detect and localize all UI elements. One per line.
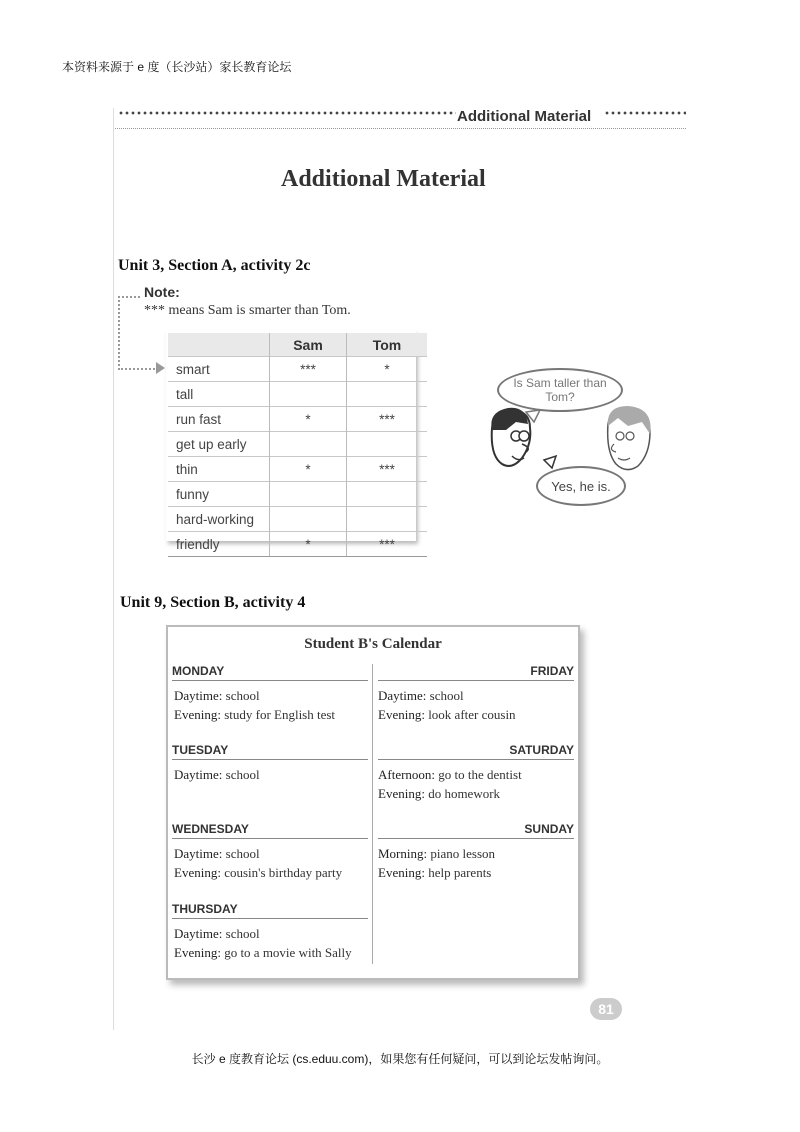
page-title: Additional Material — [281, 166, 486, 192]
column-header-sam: Sam — [270, 333, 347, 357]
sam-cell: * — [270, 407, 347, 432]
speech-bubble-answer: Yes, he is. — [536, 466, 626, 506]
entry-label: Daytime: — [174, 846, 223, 861]
trait-cell: smart — [168, 357, 270, 382]
tom-cell — [347, 507, 428, 532]
comparison-table — [168, 333, 427, 557]
calendar-title: Student B's Calendar — [304, 636, 442, 652]
entry-label: Evening: — [378, 707, 425, 722]
entry-label: Morning: — [378, 846, 428, 861]
tom-cell: *** — [347, 457, 428, 482]
table-header-row — [168, 333, 427, 357]
monday-entry-2 — [174, 705, 370, 724]
trait-cell: friendly — [168, 532, 270, 557]
wednesday-entry-2 — [174, 863, 370, 882]
sunday-entry-2 — [378, 863, 578, 882]
table-row — [168, 482, 427, 507]
trait-cell: hard-working — [168, 507, 270, 532]
entry-value: school — [426, 688, 464, 703]
boy-head-right-icon — [608, 406, 651, 470]
trait-cell: get up early — [168, 432, 270, 457]
entry-value: school — [222, 688, 260, 703]
entry-label: Evening: — [378, 865, 425, 880]
bubble-tail-answer-icon — [544, 456, 556, 468]
boy-head-icon — [491, 408, 530, 466]
tom-cell — [347, 432, 428, 457]
table-row — [168, 407, 427, 432]
wednesday-entry-1 — [174, 844, 370, 863]
sam-cell: * — [270, 532, 347, 557]
table-row — [168, 457, 427, 482]
entry-label: Daytime: — [174, 767, 223, 782]
entry-value: go to a movie with Sally — [220, 945, 352, 960]
thursday-entry-2 — [174, 943, 370, 962]
entry-value: piano lesson — [427, 846, 496, 861]
tom-cell: *** — [347, 532, 428, 557]
table-row — [168, 507, 427, 532]
column-header — [168, 333, 270, 357]
day-sunday: SUNDAY — [378, 822, 574, 839]
entry-value: school — [222, 767, 260, 782]
entry-value: help parents — [424, 865, 492, 880]
tom-cell — [347, 482, 428, 507]
calendar-divider — [372, 664, 373, 964]
entry-label: Evening: — [174, 865, 221, 880]
header-dots-right — [604, 110, 686, 120]
sam-cell: * — [270, 457, 347, 482]
entry-label: Evening: — [174, 945, 221, 960]
entry-value: cousin's birthday party — [220, 865, 343, 880]
day-monday: MONDAY — [172, 664, 368, 681]
note-connector-vertical — [118, 296, 120, 370]
bottom-source-note: 长沙 e 度教育论坛 (cs.eduu.com)，如果您有任何疑问，可以到论坛发帖询问。 — [191, 1052, 609, 1066]
trait-cell: run fast — [168, 407, 270, 432]
note-label: Note: — [144, 284, 180, 300]
entry-label: Daytime: — [174, 688, 223, 703]
entry-label: Evening: — [174, 707, 221, 722]
entry-label: Daytime: — [174, 926, 223, 941]
saturday-entry-2 — [378, 784, 578, 803]
tom-cell: *** — [347, 407, 428, 432]
note-text: *** means Sam is smarter than Tom. — [144, 303, 351, 318]
entry-value: school — [222, 846, 260, 861]
top-source-note: 本资料来源于 e 度（长沙站）家长教育论坛 — [62, 60, 292, 74]
trait-cell: thin — [168, 457, 270, 482]
entry-value: school — [222, 926, 260, 941]
sam-cell — [270, 482, 347, 507]
trait-cell: funny — [168, 482, 270, 507]
page-number: 81 — [590, 998, 622, 1020]
tuesday-entry-1 — [174, 765, 370, 784]
entry-label: Afternoon: — [378, 767, 436, 782]
sunday-entry-1 — [378, 844, 578, 863]
column-header-tom: Tom — [347, 333, 428, 357]
entry-label: Daytime: — [378, 688, 427, 703]
tom-cell — [347, 382, 428, 407]
note-connector-bottom — [118, 368, 158, 370]
section-heading-unit9: Unit 9, Section B, activity 4 — [120, 594, 306, 611]
sam-cell — [270, 382, 347, 407]
table-row — [168, 382, 427, 407]
section-heading-unit3: Unit 3, Section A, activity 2c — [118, 257, 311, 274]
sam-cell — [270, 432, 347, 457]
sam-cell — [270, 507, 347, 532]
table-row — [168, 432, 427, 457]
day-wednesday: WEDNESDAY — [172, 822, 368, 839]
monday-entry-1 — [174, 686, 370, 705]
friday-entry-2 — [378, 705, 578, 724]
entry-value: do homework — [424, 786, 501, 801]
note-connector — [118, 296, 140, 298]
arrow-right-icon — [156, 362, 165, 374]
sam-cell: *** — [270, 357, 347, 382]
thursday-entry-1 — [174, 924, 370, 943]
header-dots-left — [118, 110, 456, 120]
entry-value: go to the dentist — [435, 767, 522, 782]
entry-label: Evening: — [378, 786, 425, 801]
speech-bubble-question: Is Sam taller than Tom? — [497, 368, 623, 412]
entry-value: study for English test — [220, 707, 336, 722]
day-thursday: THURSDAY — [172, 902, 368, 919]
day-tuesday: TUESDAY — [172, 743, 368, 760]
day-saturday: SATURDAY — [378, 743, 574, 760]
entry-value: look after cousin — [424, 707, 516, 722]
friday-entry-1 — [378, 686, 578, 705]
day-friday: FRIDAY — [378, 664, 574, 681]
running-header: Additional Material — [457, 108, 592, 125]
table-row — [168, 532, 427, 557]
saturday-entry-1 — [378, 765, 578, 784]
trait-cell: tall — [168, 382, 270, 407]
tom-cell: * — [347, 357, 428, 382]
table-row — [168, 357, 427, 382]
